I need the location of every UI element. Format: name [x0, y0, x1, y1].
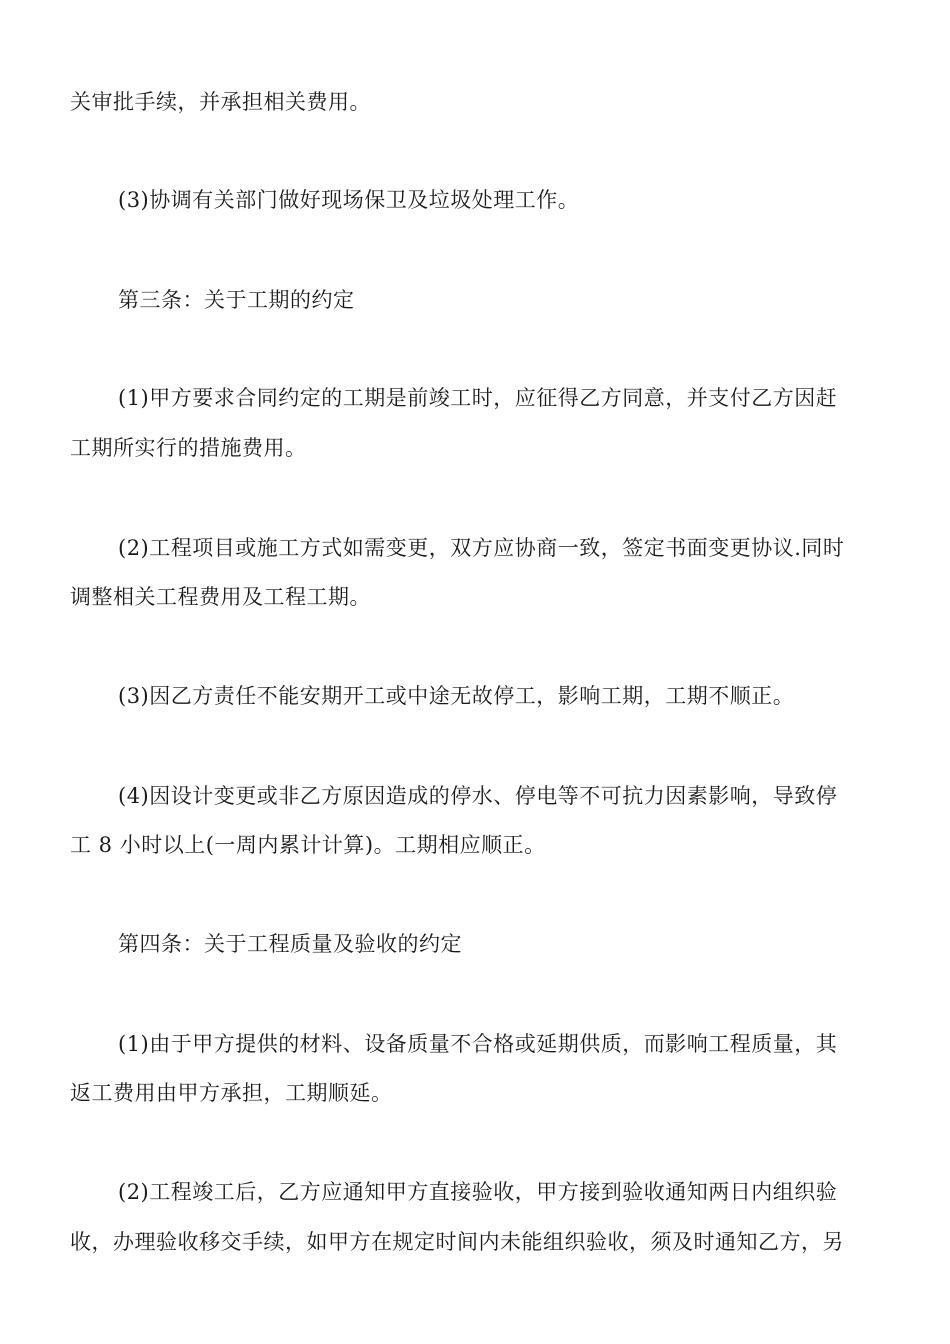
text-line: (2)工程竣工后，乙方应通知甲方直接验收，甲方接到验收通知两日内组织验	[118, 1180, 838, 1204]
text-line: (2)工程项目或施工方式如需变更，双方应协商一致，签定书面变更协议.同时	[118, 536, 845, 560]
text-line: (4)因设计变更或非乙方原因造成的停水、停电等不可抗力因素影响，导致停	[118, 784, 838, 808]
text-line: 返工费用由甲方承担，工期顺延。	[70, 1081, 393, 1105]
text-line: 收，办理验收移交手续，如甲方在规定时间内未能组织验收，须及时通知乙方，另	[70, 1230, 844, 1254]
section-heading: 第四条：关于工程质量及验收的约定	[118, 932, 462, 956]
text-line: 工期所实行的措施费用。	[70, 436, 307, 460]
text-line: (3)协调有关部门做好现场保卫及垃圾处理工作。	[118, 188, 580, 212]
text-line: 关审批手续，并承担相关费用。	[70, 90, 371, 114]
text-line: (3)因乙方责任不能安期开工或中途无故停工，影响工期，工期不顺正。	[118, 684, 795, 708]
text-line: 工 8 小时以上(一周内累计计算)。工期相应顺正。	[70, 833, 546, 857]
text-line: 调整相关工程费用及工程工期。	[70, 585, 371, 609]
text-line: (1)由于甲方提供的材料、设备质量不合格或延期供质，而影响工程质量，其	[118, 1032, 838, 1056]
section-heading: 第三条：关于工期的约定	[118, 288, 355, 312]
text-line: (1)甲方要求合同约定的工期是前竣工时，应征得乙方同意，并支付乙方因赶	[118, 386, 838, 410]
